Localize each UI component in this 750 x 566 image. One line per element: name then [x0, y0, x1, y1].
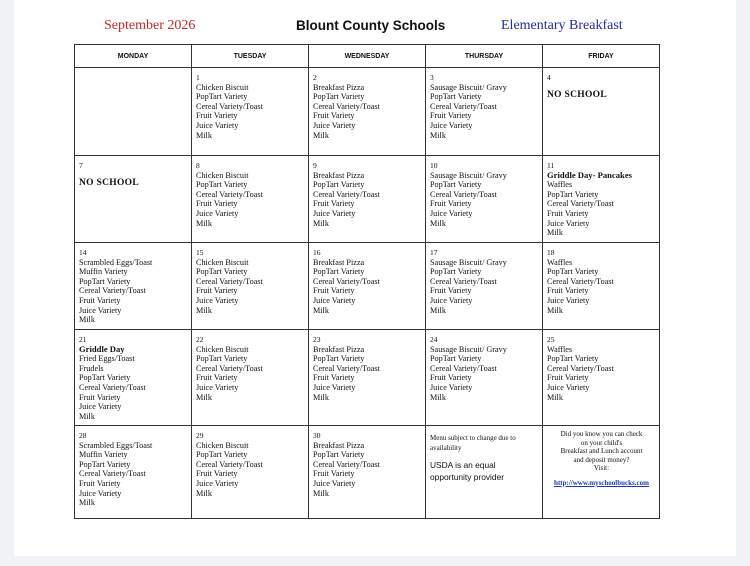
menu-item: Milk [196, 218, 212, 228]
menu-item: PopTart Variety [196, 450, 248, 460]
menu-item: Muffin Variety [79, 450, 128, 460]
day-cell [543, 156, 660, 243]
menu-item: Fruit Variety [313, 373, 355, 383]
menu-item: Juice Variety [547, 295, 590, 305]
menu-item: Cereal Variety/Toast [196, 459, 263, 469]
menu-item: Milk [196, 305, 212, 315]
menu-item: Milk [430, 392, 446, 402]
day-number: 16 [313, 248, 321, 257]
menu-item: PopTart Variety [547, 189, 599, 199]
menu-item: Juice Variety [313, 208, 356, 218]
menu-item: Fruit Variety [196, 373, 238, 383]
menu-item: Sausage Biscuit/ Gravy [430, 257, 507, 267]
menu-item: Cereal Variety/Toast [313, 459, 380, 469]
day-cell [426, 243, 543, 330]
menu-item: Juice Variety [430, 208, 473, 218]
menu-item: Fruit Variety [196, 286, 238, 296]
info-line: and deposit money? [573, 455, 630, 464]
day-cell [75, 426, 192, 519]
day-cell [543, 68, 660, 156]
day-cell-empty [75, 68, 192, 156]
menu-item: Milk [430, 305, 446, 315]
menu-item: Cereal Variety/Toast [79, 382, 146, 392]
menu-item: Juice Variety [196, 208, 239, 218]
menu-item: Cereal Variety/Toast [313, 363, 380, 373]
special-day-title: Griddle Day- Pancakes [547, 169, 632, 180]
menu-item: Sausage Biscuit/ Gravy [430, 344, 507, 354]
menu-item: Waffles [547, 257, 573, 267]
menu-item: Sausage Biscuit/ Gravy [430, 170, 507, 180]
day-number: 2 [313, 73, 317, 82]
menu-item: Cereal Variety/Toast [430, 101, 497, 111]
menu-item: Frudels [79, 363, 104, 373]
menu-item: PopTart Variety [313, 180, 365, 190]
day-number: 17 [430, 248, 438, 257]
menu-item: Breakfast Pizza [313, 82, 365, 92]
menu-item: PopTart Variety [430, 180, 482, 190]
week-row [75, 243, 660, 330]
menu-item: Fruit Variety [547, 373, 589, 383]
weekday-monday: MONDAY [75, 45, 192, 68]
weekday-wednesday: WEDNESDAY [309, 45, 426, 68]
no-school-label: NO SCHOOL [79, 177, 139, 188]
week-row [75, 426, 660, 519]
menu-item: Fruit Variety [430, 373, 472, 383]
day-cell [543, 243, 660, 330]
menu-item: Fruit Variety [430, 111, 472, 121]
menu-type-title: Elementary Breakfast [501, 18, 623, 33]
menu-item: PopTart Variety [79, 276, 131, 286]
menu-item: Juice Variety [313, 295, 356, 305]
menu-item: Cereal Variety/Toast [196, 276, 263, 286]
menu-item: Milk [196, 392, 212, 402]
menu-item: Milk [196, 130, 212, 140]
menu-item: Milk [547, 305, 563, 315]
day-number: 15 [196, 248, 204, 257]
day-cell [309, 330, 426, 426]
menu-item: Juice Variety [196, 295, 239, 305]
menu-item: Fruit Variety [313, 199, 355, 209]
menu-item: Milk [430, 130, 446, 140]
menu-item: Juice Variety [313, 382, 356, 392]
usda-notice: USDA is an equal opportunity provider [430, 460, 505, 482]
menu-item: Fruit Variety [196, 111, 238, 121]
menu-item: Milk [313, 392, 329, 402]
menu-item: Juice Variety [313, 120, 356, 130]
menu-item: Milk [547, 392, 563, 402]
menu-item: PopTart Variety [196, 180, 248, 190]
menu-item: Fruit Variety [430, 286, 472, 296]
menu-item: Fruit Variety [313, 469, 355, 479]
day-number: 7 [79, 161, 83, 170]
menu-item: Cereal Variety/Toast [430, 363, 497, 373]
day-number: 25 [547, 335, 555, 344]
menu-item: Cereal Variety/Toast [313, 189, 380, 199]
day-cell [309, 68, 426, 156]
menu-item: Scrambled Eggs/Toast [79, 257, 153, 267]
day-number: 9 [313, 161, 317, 170]
day-cell [426, 68, 543, 156]
menu-item: Juice Variety [196, 382, 239, 392]
day-number: 8 [196, 161, 200, 170]
day-number: 18 [547, 248, 555, 257]
menu-calendar [74, 44, 660, 519]
menu-item: Milk [196, 488, 212, 498]
menu-item: Milk [79, 315, 95, 325]
menu-item: Chicken Biscuit [196, 82, 249, 92]
menu-item: PopTart Variety [313, 354, 365, 364]
week-row [75, 68, 660, 156]
day-cell [192, 156, 309, 243]
day-cell [426, 330, 543, 426]
day-number: 4 [547, 73, 551, 82]
menu-item: Breakfast Pizza [313, 344, 365, 354]
menu-item: Waffles [547, 344, 573, 354]
day-cell [192, 330, 309, 426]
menu-item: PopTart Variety [313, 450, 365, 460]
menu-item: Cereal Variety/Toast [547, 199, 614, 209]
day-number: 29 [196, 431, 204, 440]
day-number: 23 [313, 335, 321, 344]
info-line: Did you know you can check [560, 430, 643, 438]
day-cell [192, 426, 309, 519]
menu-item: Waffles [547, 180, 573, 190]
menu-item: Fruit Variety [79, 478, 121, 488]
day-number: 1 [196, 73, 200, 82]
menu-item: Breakfast Pizza [313, 257, 365, 267]
menu-item: Cereal Variety/Toast [547, 276, 614, 286]
menu-item: Cereal Variety/Toast [196, 363, 263, 373]
month-title: September 2026 [104, 18, 196, 33]
menu-page [14, 0, 736, 556]
menu-item: Milk [79, 498, 95, 508]
menu-item: Fruit Variety [313, 286, 355, 296]
menu-item: Fruit Variety [547, 286, 589, 296]
menu-item: Muffin Variety [79, 267, 128, 277]
menu-item: Cereal Variety/Toast [196, 189, 263, 199]
menu-item: Fried Eggs/Toast [79, 354, 135, 364]
day-cell [309, 426, 426, 519]
no-school-label: NO SCHOOL [547, 89, 607, 100]
day-number: 14 [79, 248, 87, 257]
menu-item: Chicken Biscuit [196, 440, 249, 450]
menu-item: Breakfast Pizza [313, 440, 365, 450]
day-cell [192, 243, 309, 330]
weekday-header-row [75, 45, 660, 68]
day-number: 30 [313, 431, 321, 440]
day-number: 3 [430, 73, 434, 82]
menu-change-notice: Menu subject to change due to availability [430, 434, 516, 452]
menu-item: PopTart Variety [196, 92, 248, 102]
menu-item: Milk [313, 305, 329, 315]
menu-item: Fruit Variety [196, 199, 238, 209]
menu-item: Juice Variety [313, 478, 356, 488]
day-cell [309, 243, 426, 330]
menu-item: Milk [313, 130, 329, 140]
menu-item: Sausage Biscuit/ Gravy [430, 82, 507, 92]
menu-item: Juice Variety [196, 120, 239, 130]
weekday-tuesday: TUESDAY [192, 45, 309, 68]
menu-item: Chicken Biscuit [196, 344, 249, 354]
menu-item: Milk [547, 228, 563, 238]
menu-item: Milk [313, 218, 329, 228]
info-line: Visit: [593, 464, 610, 473]
menu-item: Juice Variety [196, 478, 239, 488]
menu-item: Breakfast Pizza [313, 170, 365, 180]
day-cell [543, 330, 660, 426]
menu-item: Cereal Variety/Toast [313, 101, 380, 111]
account-info-cell [543, 426, 660, 519]
weekday-friday: FRIDAY [543, 45, 660, 68]
day-number: 24 [430, 335, 438, 344]
menu-item: Fruit Variety [430, 199, 472, 209]
menu-item: PopTart Variety [313, 92, 365, 102]
day-cell [75, 243, 192, 330]
menu-item: Cereal Variety/Toast [196, 101, 263, 111]
day-number: 21 [79, 335, 87, 344]
menu-item: Cereal Variety/Toast [313, 276, 380, 286]
menu-item: PopTart Variety [196, 354, 248, 364]
menu-item: PopTart Variety [313, 267, 365, 277]
district-title: Blount County Schools [296, 18, 446, 33]
menu-item: Chicken Biscuit [196, 170, 249, 180]
menu-item: Juice Variety [79, 402, 122, 412]
day-cell [192, 68, 309, 156]
menu-item: Juice Variety [430, 120, 473, 130]
week-row [75, 330, 660, 426]
menu-item: Juice Variety [430, 295, 473, 305]
day-number: 11 [547, 161, 555, 170]
day-cell [309, 156, 426, 243]
menu-item: PopTart Variety [79, 459, 131, 469]
menu-item: PopTart Variety [547, 354, 599, 364]
menu-item: Chicken Biscuit [196, 257, 249, 267]
menu-item: Juice Variety [79, 488, 122, 498]
menu-item: Juice Variety [547, 218, 590, 228]
myschoolbucks-link[interactable]: http://www.myschoolbucks.com [554, 478, 649, 487]
menu-item: Fruit Variety [79, 392, 121, 402]
menu-item: Fruit Variety [313, 111, 355, 121]
menu-item: Juice Variety [79, 305, 122, 315]
day-cell [75, 156, 192, 243]
week-row [75, 156, 660, 243]
menu-item: Cereal Variety/Toast [79, 469, 146, 479]
menu-item: Cereal Variety/Toast [547, 363, 614, 373]
menu-item: Milk [79, 411, 95, 421]
day-cell [426, 156, 543, 243]
day-number: 22 [196, 335, 204, 344]
day-number: 28 [79, 431, 87, 440]
menu-item: Fruit Variety [547, 208, 589, 218]
special-day-title: Griddle Day [79, 343, 125, 354]
menu-item: PopTart Variety [547, 267, 599, 277]
menu-item: Milk [430, 218, 446, 228]
weekday-thursday: THURSDAY [426, 45, 543, 68]
menu-item: Fruit Variety [79, 295, 121, 305]
menu-item: PopTart Variety [79, 373, 131, 383]
menu-item: Scrambled Eggs/Toast [79, 440, 153, 450]
menu-item: Cereal Variety/Toast [430, 189, 497, 199]
day-number: 10 [430, 161, 438, 170]
day-cell [75, 330, 192, 426]
menu-item: Cereal Variety/Toast [430, 276, 497, 286]
menu-item: Juice Variety [430, 382, 473, 392]
menu-item: Milk [313, 488, 329, 498]
menu-item: PopTart Variety [196, 267, 248, 277]
menu-item: PopTart Variety [430, 267, 482, 277]
menu-item: Cereal Variety/Toast [79, 286, 146, 296]
notice-cell [426, 426, 543, 519]
menu-item: PopTart Variety [430, 92, 482, 102]
info-line: Breakfast and Lunch account [560, 447, 643, 456]
info-line: on your child's [580, 438, 623, 447]
menu-item: PopTart Variety [430, 354, 482, 364]
menu-item: Juice Variety [547, 382, 590, 392]
menu-item: Fruit Variety [196, 469, 238, 479]
